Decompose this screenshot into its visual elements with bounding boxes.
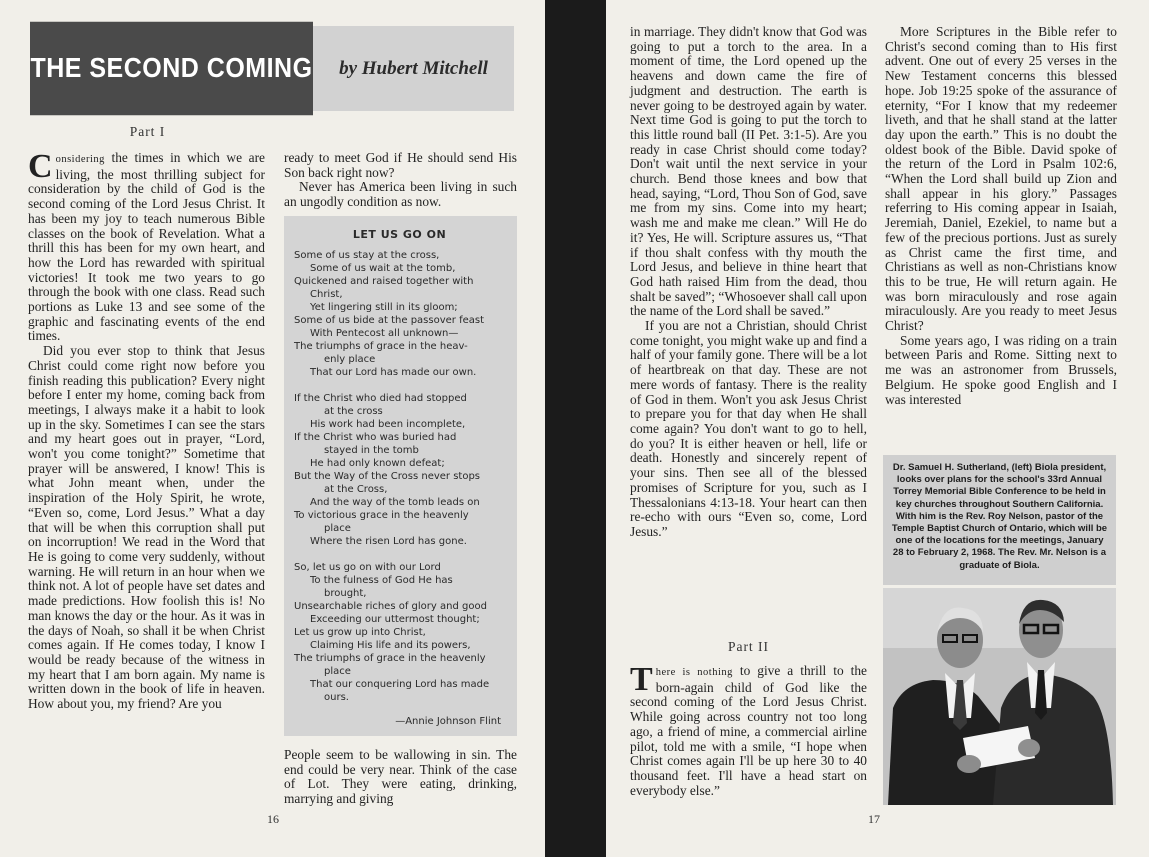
right-column-1 [630,25,867,540]
paragraph: People seem to be wallowing in sin. The end could be very near. Think of the case of Lot. They were eating, drinking, marrying and giving [284,747,517,807]
left-column-1 [28,148,265,712]
title-banner [30,26,514,111]
poem-stanza-2: If the Christ who died had stopped at the cross His work had been incomplete, If the Christ who was buried had stayed in the tomb He had only known defeat; But the Way of the Cross never stops at the Cross, And the way of the tomb leads on To victorious grace in the heavenly place Where the risen Lord has gone. [294,393,481,547]
part-1-heading: Part I [129,124,166,139]
paragraph: There is nothing to give a thrill to the born-again child of God like the second coming of the Lord Jesus Christ. While going across country not too long ago, a friend of mine, a commercial airline pilot, told me with a smile, “I hope when Christ comes again I'll be up here 30 to 40 thousand feet. I'll have a head start on everybody else.” [630,661,868,798]
paragraph: ready to meet God if He should send His Son back right now? [284,150,517,180]
paragraph: More Scriptures in the Bible refer to Christ's second coming than to His first advent. One out of every 25 verses in the New Testament concerns this blessed hope. Job 19:25 spoke of the assurance of eternity, “For I know that my redeemer liveth, and that he shall stand at the latter day upon the earth.” This is no doubt the oldest book of the Bible. David spoke of the return of the Lord in Psalm 102:6, “When the Lord shall build up Zion and shall appear in his glory.” Passages referring to His coming appear in Isaiah, Jeremiah, Daniel, Ezekiel, to name but a few of the precious portions. Just as surely as Christ came the first time, and Christians as well as non-Christians know this to be true, He will return again. He was born miraculously and rose again miraculously. Are you ready to meet Jesus Christ? [885,24,1117,334]
photo-two-men [883,588,1116,805]
paragraph: Never has America been living in such an ungodly condition as now. [284,179,517,210]
paragraph: If you are not a Christian, should Christ come tonight, you might wake up and find a half of your family gone. There will be a lot of heartbreak on that day. These are not mere words of fantasy. There is the reality of God in them. Won't you ask Jesus Christ to prepare you for that day when He shall come again? You don't want to go to hell, do you? It is either heaven or hell, life or death. Honestly and sincerely repent of your sins. Then see all of the blessed promises of Scripture for you, such as I Thessalonians 4:13-18. Your heart can then re-echo with ours “Even so, come, Lord Jesus.” [630,318,867,539]
photo-caption: Dr. Samuel H. Sutherland, (left) Biola president, looks over plans for the school's 33rd Annual Torrey Memorial Bible Conference to be held in key churches throughout Southern California. With him is the Rev. Roy Nelson, pastor of the Temple Baptist Church of Ontario, which will be one of the locations for the meetings, January 28 to February 2, 1968. The Rev. Mr. Nelson is a graduate of Biola. [883,455,1116,585]
page-number-right: 17 [868,812,880,826]
right-column-1-part2 [630,661,868,798]
paragraph: Did you ever stop to think that Jesus Christ could come right now before you finish reading this publication? Every night before I enter my home, coming back from meetings, I always make it a habit to look up in the sky. Sometimes I can see the stars and my heart goes out in prayer, “Lord, won't you come tonight?” Sometime that prayer will be answered, I know! This is what John meant when, under the inspiration of the Holy Spirit, he wrote, “Even so, come, Lord Jesus.” What a day that will be when this corruption shall put on incorruption! We read in the Word that He is going to come very suddenly, without warning. He will return in an hour when we think not. A lot of people have set dates and made predictions. How foolish this is! No man knows the day or the hour. As it was in the days of Noah, so shall it be when Christ comes again. If He comes today, I know I would be ready because of the witness in my heart that I am born again. My name is written down in the book of life in heaven. How about you, my friend? Are you [28,343,265,712]
page-number-left: 16 [267,812,279,826]
article-byline: by Hubert Mitchell [313,26,514,111]
photo-illustration [883,588,1116,805]
left-page [0,0,545,857]
article-title: THE SECOND COMING [30,22,313,116]
right-column-2 [885,25,1117,407]
poem-box [284,216,517,736]
paragraph: Considering the times in which we are living, the most thrilling subject for consideration by the child of God is the second coming of the Lord Jesus Christ. It has been my joy to teach numerous Bible classes on the book of Revelation. What a thrill this has been for my own heart, and how the Lord has rewarded with spiritual victories! It took me two years to go through the book with one class. Read such portions as Luke 13 and see some of the graphic and fascinating events of the end times. [28,148,265,344]
left-column-2-bottom [284,748,517,807]
lead-in: onsidering [55,154,105,165]
poem-stanza-1: Some of us stay at the cross, Some of us wait at the tomb, Quickened and raised together with Christ, Yet lingering still in its gloom; Some of us bide at the passover feast With Pentecost all unknown— The triumphs of grace in the heav- enly place That our Lord has made our own. [294,250,485,378]
poem-stanza-3: So, let us go on with our Lord To the fulness of God He has brought, Unsearchable riches of glory and good Exceeding our uttermost thought; Let us grow up into Christ, Claiming His life and its powers, The triumphs of grace in the heavenly place That our conquering Lord has made ours. [294,562,490,703]
drop-cap: T [630,661,653,698]
left-column-2-top [284,151,517,210]
poem-title: LET US GO ON [352,228,447,241]
drop-cap: C [28,148,53,185]
part-2-heading: Part II [727,639,770,654]
poem-author: —Annie Johnson Flint [395,716,501,727]
paragraph: in marriage. They didn't know that God was going to put a torch to the area. In a moment of time, the Lord opened up the heavens and down came the fire of judgment and destruction. The earth is never going to be destroyed again by water. Next time God is going to put the torch to this little round ball (II Pet. 3:1-5). Are you ready in case Christ should come today? Don't wait until the next service in your church. Bend those knees and bow that head, saying, “Lord, Thou Son of God, save me from my sins. Come into my heart; wash me and make me clean.” Will He do it? Yes, He will. Scripture assures us, “That if thou shalt confess with thy mouth the Lord Jesus, and believe in thine heart that God hath raised Him from the dead, thou shalt be saved”; “Whosoever shall call upon the name of the Lord shall be saved.” [630,24,867,319]
paragraph: Some years ago, I was riding on a train between Paris and Rome. Sitting next to me was an astronomer from Brussels, Belgium. He spoke good English and I was interested [885,332,1117,407]
lead-in: here is nothing [655,667,733,678]
